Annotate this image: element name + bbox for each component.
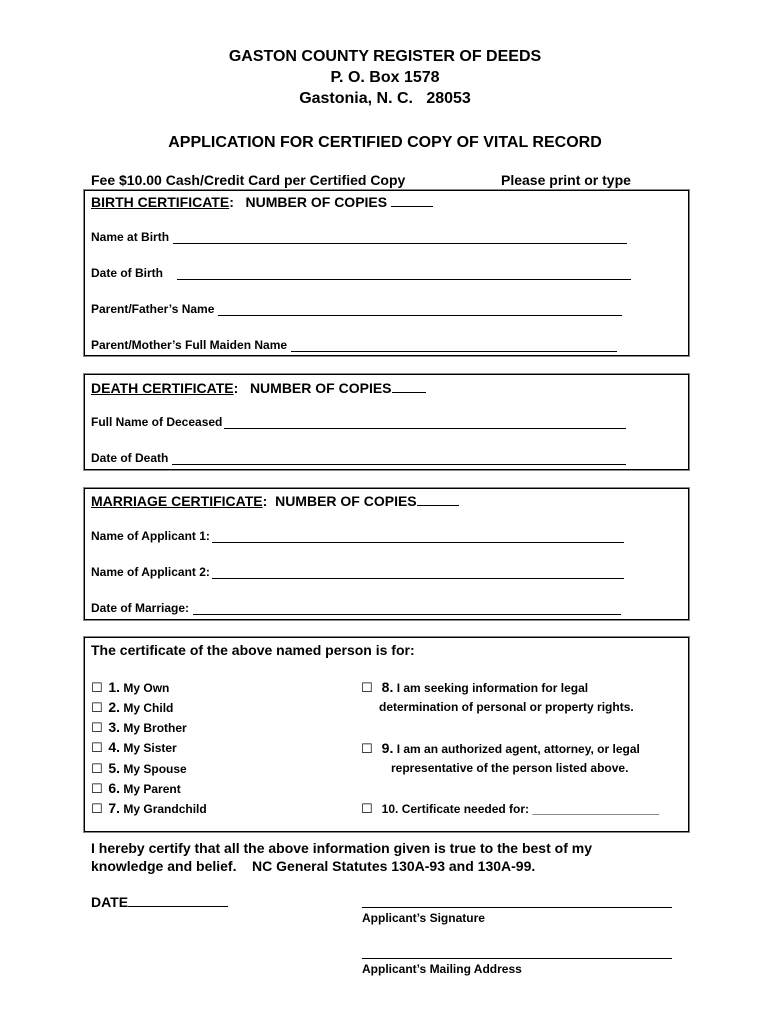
date-of-marriage-input[interactable] bbox=[193, 602, 621, 615]
option-1[interactable] bbox=[91, 679, 169, 696]
marriage-colon: : bbox=[262, 493, 268, 509]
mailing-address-line[interactable] bbox=[362, 958, 672, 959]
form-title: APPLICATION FOR CERTIFIED COPY OF VITAL RECORD bbox=[168, 134, 602, 151]
option-number: 3. bbox=[108, 719, 121, 735]
option-9[interactable] bbox=[361, 740, 640, 757]
date-label: DATE bbox=[91, 894, 129, 910]
birth-field-row bbox=[91, 338, 617, 352]
mailing-address-label: Applicant’s Mailing Address bbox=[362, 962, 522, 976]
death-header bbox=[91, 379, 426, 396]
death-heading: DEATH CERTIFICATE bbox=[91, 380, 234, 396]
deceased-name-input[interactable] bbox=[224, 416, 626, 429]
option-4[interactable] bbox=[91, 739, 177, 756]
applicant2-input[interactable] bbox=[212, 566, 624, 579]
marriage-header bbox=[91, 492, 459, 509]
birth-field-row bbox=[91, 302, 622, 316]
father-name-input[interactable] bbox=[218, 303, 622, 316]
death-field-row bbox=[91, 451, 626, 465]
office-city: Gastonia, N. C. 28053 bbox=[299, 90, 471, 107]
option-label: My Own bbox=[123, 681, 170, 695]
checkbox-icon[interactable]: ☐ bbox=[361, 741, 373, 756]
option-label: 10. Certificate needed for: ___________________ bbox=[381, 802, 660, 816]
option-label: My Sister bbox=[123, 741, 177, 755]
checkbox-icon[interactable]: ☐ bbox=[91, 700, 103, 715]
option-6[interactable] bbox=[91, 780, 181, 797]
office-name: GASTON COUNTY REGISTER OF DEEDS bbox=[228, 48, 542, 65]
option-3[interactable] bbox=[91, 719, 187, 736]
birth-field-label: Parent/Mother’s Full Maiden Name bbox=[91, 338, 288, 352]
date-field bbox=[91, 893, 228, 910]
certify-line-2: knowledge and belief. NC General Statutes 130A-93 and 130A-99. bbox=[91, 858, 536, 874]
marriage-heading: MARRIAGE CERTIFICATE bbox=[91, 493, 263, 509]
option-number: 8. bbox=[381, 679, 394, 695]
option-9-line2: representative of the person listed above. bbox=[391, 761, 629, 775]
marriage-field-label: Name of Applicant 2: bbox=[91, 565, 210, 579]
option-8-line2: determination of personal or property rights. bbox=[379, 700, 634, 714]
death-field-label: Full Name of Deceased bbox=[91, 415, 223, 429]
date-of-death-input[interactable] bbox=[172, 452, 626, 465]
option-label: My Parent bbox=[123, 782, 181, 796]
option-number: 7. bbox=[108, 800, 121, 816]
checkbox-icon[interactable]: ☐ bbox=[91, 801, 103, 816]
signature-line[interactable] bbox=[362, 907, 672, 908]
option-number: 9. bbox=[381, 740, 394, 756]
marriage-field-label: Name of Applicant 1: bbox=[91, 529, 210, 543]
option-5[interactable] bbox=[91, 760, 187, 777]
print-note: Please print or type bbox=[501, 172, 631, 188]
death-field-row bbox=[91, 415, 626, 429]
death-copies-label: NUMBER OF COPIES bbox=[249, 380, 392, 396]
birth-field-label: Parent/Father’s Name bbox=[91, 302, 215, 316]
marriage-field-label: Date of Marriage: bbox=[91, 601, 190, 615]
mother-maiden-name-input[interactable] bbox=[291, 339, 617, 352]
option-label: I am an authorized agent, attorney, or legal bbox=[396, 742, 640, 756]
marriage-copies-input[interactable] bbox=[417, 492, 459, 506]
option-number: 5. bbox=[108, 760, 121, 776]
birth-copies-label: NUMBER OF COPIES bbox=[245, 194, 388, 210]
death-field-label: Date of Death bbox=[91, 451, 169, 465]
option-number: 1. bbox=[108, 679, 121, 695]
date-input[interactable] bbox=[128, 893, 228, 907]
marriage-field-row bbox=[91, 565, 624, 579]
applicant1-input[interactable] bbox=[212, 530, 624, 543]
birth-field-row bbox=[91, 266, 631, 280]
certify-line-1: I hereby certify that all the above information given is true to the best of my bbox=[91, 840, 592, 856]
checkbox-icon[interactable]: ☐ bbox=[361, 801, 373, 816]
checkbox-icon[interactable]: ☐ bbox=[91, 761, 103, 776]
option-7[interactable] bbox=[91, 800, 207, 817]
checkbox-icon[interactable]: ☐ bbox=[361, 680, 373, 695]
birth-field-row bbox=[91, 230, 627, 244]
option-label: I am seeking information for legal bbox=[396, 681, 589, 695]
checkbox-icon[interactable]: ☐ bbox=[91, 781, 103, 796]
option-number: 4. bbox=[108, 739, 121, 755]
death-copies-input[interactable] bbox=[392, 379, 426, 393]
birth-colon: : bbox=[229, 194, 234, 210]
purpose-heading: The certificate of the above named person is for: bbox=[91, 642, 415, 658]
option-label: My Child bbox=[123, 701, 174, 715]
name-at-birth-input[interactable] bbox=[173, 231, 627, 244]
fee-text: Fee $10.00 Cash/Credit Card per Certified Copy bbox=[91, 172, 406, 188]
checkbox-icon[interactable]: ☐ bbox=[91, 720, 103, 735]
option-label: My Spouse bbox=[123, 762, 187, 776]
checkbox-icon[interactable]: ☐ bbox=[91, 680, 103, 695]
option-number: 2. bbox=[108, 699, 121, 715]
option-8[interactable] bbox=[361, 679, 588, 696]
checkbox-icon[interactable]: ☐ bbox=[91, 740, 103, 755]
birth-heading: BIRTH CERTIFICATE bbox=[91, 194, 230, 210]
date-of-birth-input[interactable] bbox=[177, 267, 631, 280]
option-2[interactable] bbox=[91, 699, 173, 716]
option-number: 6. bbox=[108, 780, 121, 796]
office-po-box: P. O. Box 1578 bbox=[330, 69, 440, 86]
death-colon: : bbox=[233, 380, 239, 396]
marriage-field-row bbox=[91, 601, 621, 615]
option-label: My Brother bbox=[123, 721, 187, 735]
birth-field-label: Date of Birth bbox=[91, 266, 163, 280]
birth-field-label: Name at Birth bbox=[91, 230, 170, 244]
option-10[interactable] bbox=[361, 801, 659, 817]
option-label: My Grandchild bbox=[123, 802, 207, 816]
marriage-field-row bbox=[91, 529, 624, 543]
marriage-copies-label: NUMBER OF COPIES bbox=[275, 493, 417, 509]
signature-label: Applicant’s Signature bbox=[362, 911, 485, 925]
